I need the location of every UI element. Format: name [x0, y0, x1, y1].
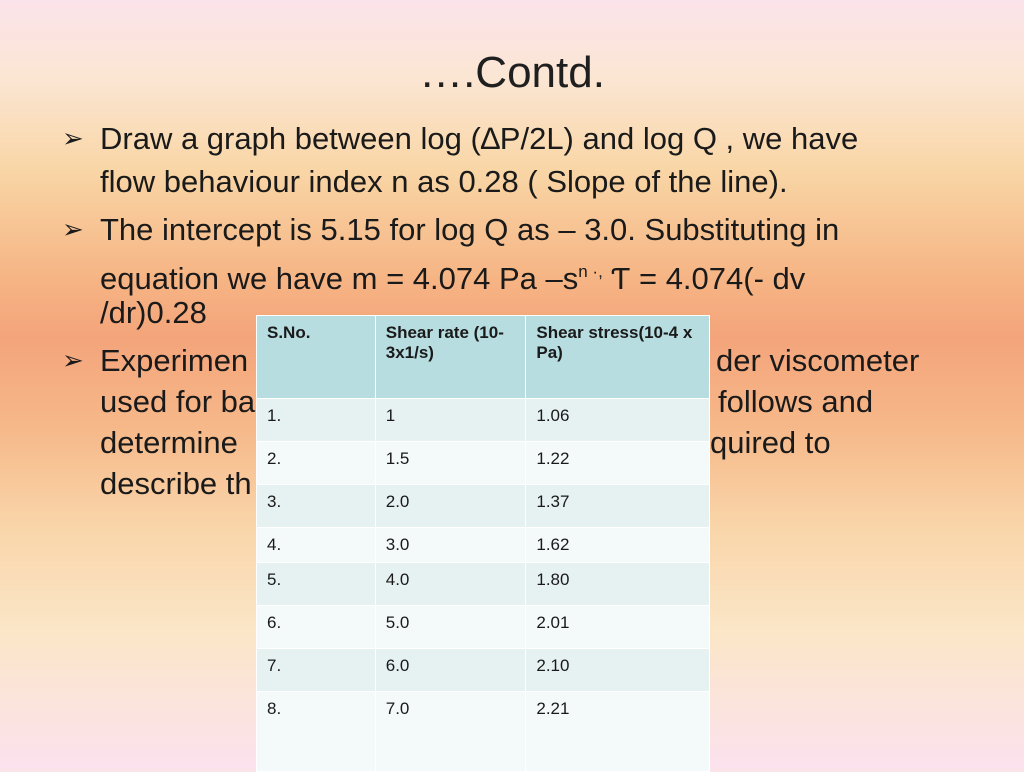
- cell-shear-rate: 1: [375, 399, 526, 442]
- bullet-line-end: follows and: [718, 384, 874, 419]
- table-row: [257, 649, 710, 692]
- table-row: [257, 563, 710, 606]
- table-row: [257, 606, 710, 649]
- cell-shear-stress: 1.62: [526, 528, 710, 563]
- table-row: [257, 442, 710, 485]
- table-row: [257, 399, 710, 442]
- slide-title: ….Contd.: [419, 48, 605, 97]
- cell-sno: 4.: [257, 528, 376, 563]
- arrow-bullet-icon: ➢: [62, 123, 84, 153]
- cell-shear-stress: 1.80: [526, 563, 710, 606]
- table-row: [257, 485, 710, 528]
- cell-shear-stress: 1.22: [526, 442, 710, 485]
- cell-sno: 3.: [257, 485, 376, 528]
- bullet-line: /dr)0.28: [100, 295, 207, 330]
- arrow-bullet-icon: ➢: [62, 345, 84, 375]
- header-cell-shear-stress: Shear stress(10-4 x Pa): [526, 316, 710, 399]
- cell-sno: 8.: [257, 692, 376, 772]
- cell-shear-rate: 2.0: [375, 485, 526, 528]
- bullet-line-start: describe th: [100, 466, 252, 501]
- bullet-line: flow behaviour index n as 0.28 ( Slope of the line).: [100, 164, 788, 199]
- shear-data-table: [256, 315, 710, 772]
- bullet-line-end: quired to: [710, 425, 831, 460]
- cell-shear-rate: 6.0: [375, 649, 526, 692]
- cell-shear-stress: 2.21: [526, 692, 710, 772]
- cell-shear-rate: 1.5: [375, 442, 526, 485]
- bullet-line-end: der viscometer: [716, 343, 920, 378]
- table-row: [257, 692, 710, 772]
- cell-shear-stress: 1.37: [526, 485, 710, 528]
- equation-text: Ƭ = 4.074(- dv: [602, 261, 806, 296]
- bullet-line-start: determine: [100, 425, 238, 460]
- table-row: [257, 528, 710, 563]
- cell-shear-stress: 1.06: [526, 399, 710, 442]
- cell-shear-rate: 5.0: [375, 606, 526, 649]
- cell-shear-rate: 4.0: [375, 563, 526, 606]
- cell-sno: 2.: [257, 442, 376, 485]
- table-header-row: [257, 316, 710, 399]
- arrow-bullet-icon: ➢: [62, 214, 84, 244]
- header-cell-sno: S.No.: [257, 316, 376, 399]
- bullet-line: The intercept is 5.15 for log Q as – 3.0. Substituting in: [100, 212, 840, 247]
- cell-shear-rate: 7.0: [375, 692, 526, 772]
- cell-shear-rate: 3.0: [375, 528, 526, 563]
- cell-shear-stress: 2.01: [526, 606, 710, 649]
- bullet-line-start: used for ba: [100, 384, 256, 419]
- cell-sno: 6.: [257, 606, 376, 649]
- bullet-line-start: Experimen: [100, 343, 249, 378]
- cell-sno: 7.: [257, 649, 376, 692]
- bullet-line: Draw a graph between log (∆P/2L) and log Q , we have: [100, 121, 859, 156]
- exponent-text: n ·,: [578, 262, 603, 281]
- header-cell-shear-rate: Shear rate (10-3x1/s): [375, 316, 526, 399]
- equation-text: equation we have m = 4.074 Pa –s: [100, 261, 579, 296]
- cell-sno: 1.: [257, 399, 376, 442]
- cell-shear-stress: 2.10: [526, 649, 710, 692]
- cell-sno: 5.: [257, 563, 376, 606]
